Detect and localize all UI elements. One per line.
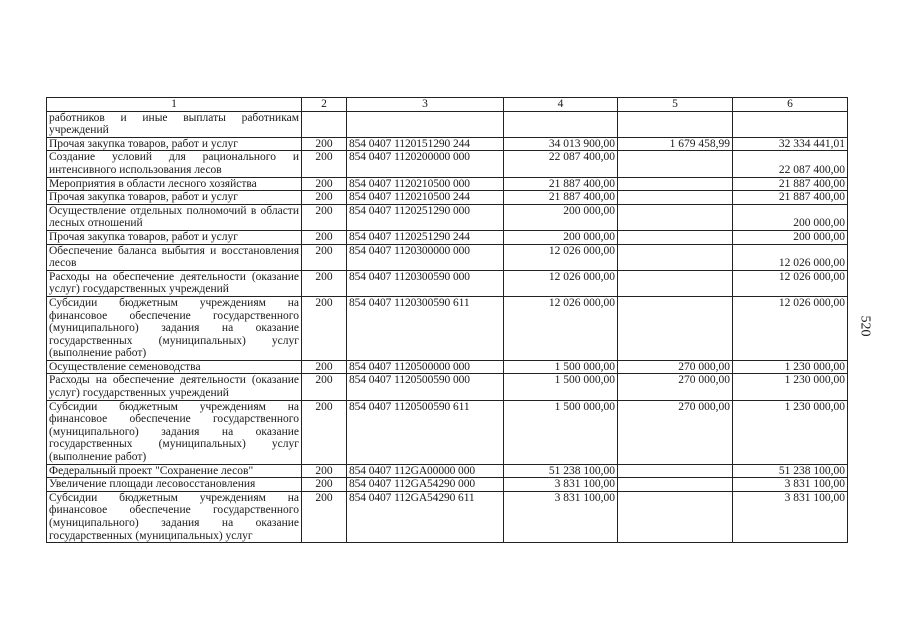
row-amount-col5 [618,296,733,360]
row-amount-col4: 21 887 400,00 [504,177,618,191]
row-code-cell: 200 [302,204,347,230]
row-amount-col5: 270 000,00 [618,400,733,464]
row-amount-col4: 21 887 400,00 [504,191,618,205]
row-name-cell: Расходы на обеспечение деятельности (оказание услуг) государственных учреждений [47,270,302,296]
row-kbk-cell: 854 0407 1120500590 000 [347,374,504,400]
row-amount-col5 [618,191,733,205]
row-kbk-cell: 854 0407 112GA54290 000 [347,478,504,492]
row-amount-col6: 21 887 400,00 [733,177,848,191]
row-amount-col4: 12 026 000,00 [504,270,618,296]
row-amount-col6: 32 334 441,01 [733,137,848,151]
row-amount-col4: 1 500 000,00 [504,360,618,374]
row-kbk-cell: 854 0407 1120151290 244 [347,137,504,151]
row-name-cell: Прочая закупка товаров, работ и услуг [47,191,302,205]
header-col-2: 2 [302,98,347,112]
row-code-cell: 200 [302,244,347,270]
table-row [47,244,848,270]
row-amount-col4: 12 026 000,00 [504,244,618,270]
row-name-cell: Субсидии бюджетным учреждениям на финансовое обеспечение государственного (муниципального) задания на оказание государственных (муниципальных) услуг [47,491,302,542]
header-col-3: 3 [347,98,504,112]
row-name-cell: работников и иные выплаты работникам учреждений [47,111,302,137]
header-row [47,98,848,112]
row-amount-col6: 200 000,00 [733,230,848,244]
row-kbk-cell: 854 0407 1120251290 244 [347,230,504,244]
row-amount-col5 [618,230,733,244]
table-row [47,464,848,478]
row-code-cell: 200 [302,360,347,374]
row-name-cell: Прочая закупка товаров, работ и услуг [47,137,302,151]
row-amount-col4: 3 831 100,00 [504,478,618,492]
table-row [47,151,848,177]
row-name-cell: Субсидии бюджетным учреждениям на финансовое обеспечение государственного (муниципального) задания на оказание государственных (муниципальных) услуг (выполнение работ) [47,400,302,464]
row-code-cell: 200 [302,191,347,205]
row-kbk-cell [347,111,504,137]
header-col-1: 1 [47,98,302,112]
table-row [47,230,848,244]
row-name-cell: Осуществление отдельных полномочий в области лесных отношений [47,204,302,230]
row-name-cell: Прочая закупка товаров, работ и услуг [47,230,302,244]
row-name-cell: Осуществление семеноводства [47,360,302,374]
header-col-5: 5 [618,98,733,112]
header-col-6: 6 [733,98,848,112]
table-row [47,478,848,492]
row-code-cell: 200 [302,270,347,296]
row-amount-col6 [733,111,848,137]
row-amount-col5 [618,491,733,542]
row-amount-col5 [618,478,733,492]
row-amount-col6: 3 831 100,00 [733,491,848,542]
row-name-cell: Создание условий для рационального и интенсивного использования лесов [47,151,302,177]
row-amount-col6: 22 087 400,00 [733,151,848,177]
row-amount-col4: 200 000,00 [504,230,618,244]
row-code-cell: 200 [302,478,347,492]
table-row [47,177,848,191]
row-name-cell: Мероприятия в области лесного хозяйства [47,177,302,191]
row-kbk-cell: 854 0407 112GA54290 611 [347,491,504,542]
row-name-cell: Расходы на обеспечение деятельности (оказание услуг) государственных учреждений [47,374,302,400]
row-kbk-cell: 854 0407 1120300590 611 [347,296,504,360]
row-kbk-cell: 854 0407 1120300000 000 [347,244,504,270]
row-amount-col5 [618,111,733,137]
row-code-cell: 200 [302,230,347,244]
row-amount-col6: 21 887 400,00 [733,191,848,205]
row-amount-col6: 1 230 000,00 [733,400,848,464]
table-row [47,270,848,296]
row-amount-col6: 12 026 000,00 [733,244,848,270]
row-amount-col6: 51 238 100,00 [733,464,848,478]
table-row [47,296,848,360]
row-code-cell [302,111,347,137]
row-amount-col4: 200 000,00 [504,204,618,230]
row-amount-col6: 12 026 000,00 [733,270,848,296]
row-code-cell: 200 [302,151,347,177]
row-kbk-cell: 854 0407 1120200000 000 [347,151,504,177]
table-row [47,400,848,464]
row-name-cell: Субсидии бюджетным учреждениям на финансовое обеспечение государственного (муниципального) задания на оказание государственных (муниципальных) услуг (выполнение работ) [47,296,302,360]
row-kbk-cell: 854 0407 1120500590 611 [347,400,504,464]
row-amount-col5 [618,177,733,191]
budget-table [46,97,848,543]
row-kbk-cell: 854 0407 1120210500 244 [347,191,504,205]
table-row [47,111,848,137]
row-code-cell: 200 [302,137,347,151]
row-amount-col6: 3 831 100,00 [733,478,848,492]
row-amount-col4: 3 831 100,00 [504,491,618,542]
table-row [47,360,848,374]
row-amount-col5 [618,204,733,230]
row-code-cell: 200 [302,374,347,400]
row-kbk-cell: 854 0407 1120251290 000 [347,204,504,230]
row-name-cell: Увеличение площади лесовосстановления [47,478,302,492]
row-amount-col6: 12 026 000,00 [733,296,848,360]
row-amount-col4: 22 087 400,00 [504,151,618,177]
row-code-cell: 200 [302,464,347,478]
row-kbk-cell: 854 0407 1120210500 000 [347,177,504,191]
row-amount-col4: 1 500 000,00 [504,374,618,400]
row-amount-col5 [618,270,733,296]
table-row [47,204,848,230]
table-row [47,374,848,400]
row-name-cell: Федеральный проект "Сохранение лесов" [47,464,302,478]
table-row [47,137,848,151]
row-amount-col5 [618,244,733,270]
row-amount-col4: 1 500 000,00 [504,400,618,464]
row-name-cell: Обеспечение баланса выбытия и восстановления лесов [47,244,302,270]
row-amount-col6: 200 000,00 [733,204,848,230]
row-amount-col5: 270 000,00 [618,374,733,400]
row-code-cell: 200 [302,177,347,191]
row-amount-col4: 12 026 000,00 [504,296,618,360]
row-code-cell: 200 [302,400,347,464]
table-row [47,491,848,542]
row-amount-col5 [618,151,733,177]
row-amount-col5: 270 000,00 [618,360,733,374]
table-row [47,191,848,205]
header-col-4: 4 [504,98,618,112]
page-number: 520 [857,315,873,337]
row-amount-col4: 34 013 900,00 [504,137,618,151]
row-amount-col4: 51 238 100,00 [504,464,618,478]
row-amount-col6: 1 230 000,00 [733,360,848,374]
row-code-cell: 200 [302,296,347,360]
row-amount-col5 [618,464,733,478]
row-amount-col4 [504,111,618,137]
row-amount-col5: 1 679 458,99 [618,137,733,151]
row-kbk-cell: 854 0407 1120500000 000 [347,360,504,374]
row-kbk-cell: 854 0407 112GA00000 000 [347,464,504,478]
row-kbk-cell: 854 0407 1120300590 000 [347,270,504,296]
row-amount-col6: 1 230 000,00 [733,374,848,400]
row-code-cell: 200 [302,491,347,542]
